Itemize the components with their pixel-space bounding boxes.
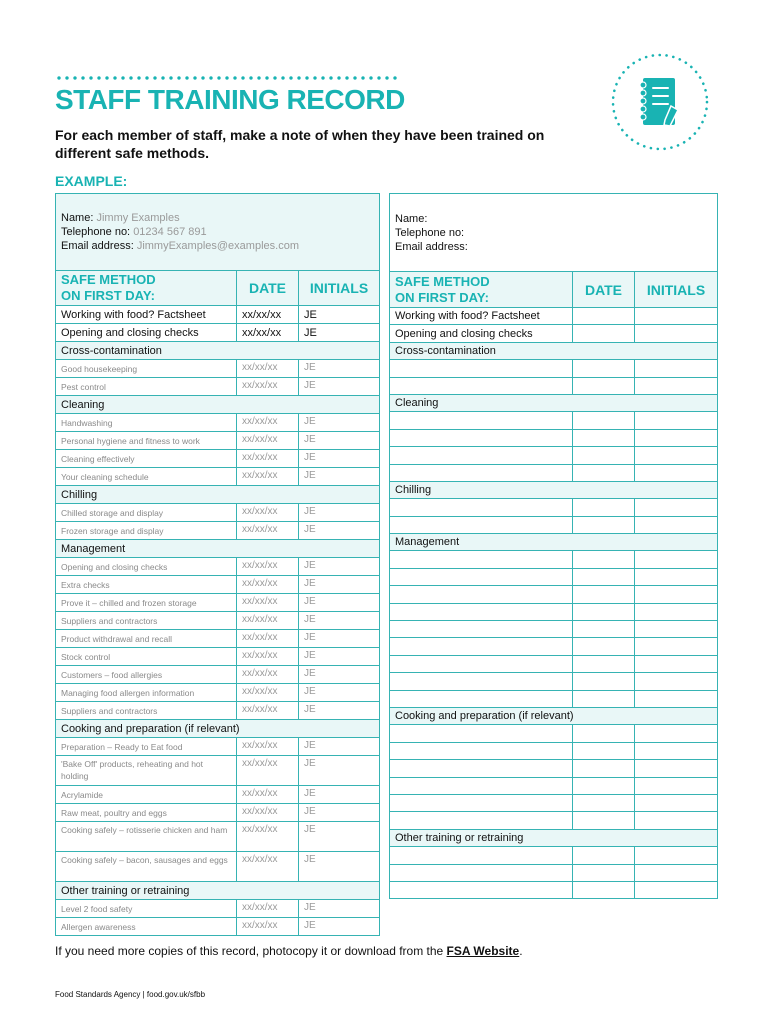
section-title: Chilling <box>390 481 718 498</box>
blank-row <box>390 516 718 533</box>
footer-note: If you need more copies of this record, photocopy it or download from the FSA Website. <box>55 944 523 958</box>
section-heading <box>56 396 380 414</box>
method-input-cell[interactable] <box>390 794 573 811</box>
method-input-cell[interactable] <box>390 516 573 533</box>
method-cell: Acrylamide <box>56 786 237 804</box>
date-input-cell[interactable] <box>573 725 635 742</box>
section-title: Chilling <box>56 486 380 504</box>
date-input-cell[interactable] <box>573 881 635 898</box>
blank-row <box>390 621 718 638</box>
blank-row <box>390 447 718 464</box>
table-row <box>390 325 718 342</box>
table-row <box>56 504 380 522</box>
date-input-cell[interactable] <box>573 760 635 777</box>
method-input-cell[interactable] <box>390 742 573 759</box>
section-heading <box>390 707 718 724</box>
initials-cell: JE <box>299 666 380 684</box>
method-cell: Preparation – Ready to Eat food <box>56 738 237 756</box>
method-input-cell[interactable] <box>390 464 573 481</box>
table-row <box>56 648 380 666</box>
initials-input-cell[interactable] <box>635 655 718 672</box>
method-input-cell[interactable] <box>390 777 573 794</box>
page-subtitle: For each member of staff, make a note of when they have been trained on different safe methods. <box>55 127 545 161</box>
initials-input-cell[interactable] <box>635 777 718 794</box>
method-cell: Opening and closing checks <box>56 324 237 342</box>
section-heading <box>390 481 718 498</box>
date-cell: xx/xx/xx <box>237 576 299 594</box>
table-row <box>56 756 380 786</box>
initials-input-cell[interactable] <box>635 568 718 585</box>
initials-cell: JE <box>299 432 380 450</box>
date-cell: xx/xx/xx <box>237 558 299 576</box>
method-input-cell[interactable] <box>390 638 573 655</box>
table-row <box>56 786 380 804</box>
initials-input-cell[interactable] <box>635 881 718 898</box>
method-input-cell[interactable] <box>390 760 573 777</box>
initials-cell: JE <box>299 468 380 486</box>
method-input-cell[interactable] <box>390 499 573 516</box>
table-row <box>56 414 380 432</box>
method-cell: Extra checks <box>56 576 237 594</box>
section-title: Cooking and preparation (if relevant) <box>56 720 380 738</box>
date-cell: xx/xx/xx <box>237 360 299 378</box>
table-row <box>56 804 380 822</box>
date-input-cell[interactable] <box>573 742 635 759</box>
method-input-cell[interactable] <box>390 429 573 446</box>
table-row <box>56 324 380 342</box>
initials-input-cell[interactable] <box>635 516 718 533</box>
method-cell: Personal hygiene and fitness to work <box>56 432 237 450</box>
blank-row <box>390 551 718 568</box>
table-row <box>56 360 380 378</box>
initials-input-cell[interactable] <box>635 812 718 829</box>
initials-input-cell[interactable] <box>635 690 718 707</box>
blank-row <box>390 499 718 516</box>
blank-row <box>390 777 718 794</box>
section-heading <box>56 342 380 360</box>
initials-input-cell[interactable] <box>635 673 718 690</box>
date-input-cell[interactable] <box>573 308 635 325</box>
method-cell: Opening and closing checks <box>56 558 237 576</box>
method-cell: Frozen storage and display <box>56 522 237 540</box>
date-input-cell[interactable] <box>573 464 635 481</box>
initials-cell: JE <box>299 918 380 936</box>
method-cell: Allergen awareness <box>56 918 237 936</box>
method-input-cell[interactable] <box>390 447 573 464</box>
blank-row <box>390 638 718 655</box>
date-cell: xx/xx/xx <box>237 666 299 684</box>
method-cell: Cooking safely – bacon, sausages and eggs <box>56 852 237 882</box>
date-cell: xx/xx/xx <box>237 378 299 396</box>
method-cell: Good housekeeping <box>56 360 237 378</box>
table-row <box>390 308 718 325</box>
table-row <box>56 702 380 720</box>
date-cell: xx/xx/xx <box>237 306 299 324</box>
initials-input-cell[interactable] <box>635 725 718 742</box>
initials-cell: JE <box>299 612 380 630</box>
initials-cell: JE <box>299 786 380 804</box>
table-row <box>56 900 380 918</box>
table-row <box>56 522 380 540</box>
fsa-website-link[interactable]: FSA Website <box>446 944 520 958</box>
table-row <box>56 468 380 486</box>
method-input-cell[interactable] <box>390 551 573 568</box>
staff-telephone: 01234 567 891 <box>133 226 207 238</box>
table-row <box>56 594 380 612</box>
initials-input-cell[interactable] <box>635 447 718 464</box>
date-input-cell[interactable] <box>573 377 635 394</box>
method-input-cell[interactable] <box>390 690 573 707</box>
initials-cell: JE <box>299 324 380 342</box>
initials-input-cell[interactable] <box>635 864 718 881</box>
method-input-cell[interactable] <box>390 725 573 742</box>
blank-row <box>390 655 718 672</box>
date-input-cell[interactable] <box>573 812 635 829</box>
initials-input-cell[interactable] <box>635 412 718 429</box>
initials-input-cell[interactable] <box>635 499 718 516</box>
section-heading <box>390 829 718 846</box>
date-input-cell[interactable] <box>573 325 635 342</box>
blank-row <box>390 464 718 481</box>
blank-row <box>390 760 718 777</box>
date-input-cell[interactable] <box>573 603 635 620</box>
initials-input-cell[interactable] <box>635 742 718 759</box>
column-header-date: DATE <box>573 272 635 308</box>
date-cell: xx/xx/xx <box>237 432 299 450</box>
initials-cell: JE <box>299 702 380 720</box>
date-input-cell[interactable] <box>573 412 635 429</box>
blank-row <box>390 568 718 585</box>
section-heading <box>390 342 718 359</box>
method-cell: Suppliers and contractors <box>56 702 237 720</box>
date-cell: xx/xx/xx <box>237 648 299 666</box>
column-header-initials: INITIALS <box>299 271 380 306</box>
date-cell: xx/xx/xx <box>237 852 299 882</box>
date-input-cell[interactable] <box>573 568 635 585</box>
staff-email: JimmyExamples@examples.com <box>136 240 299 252</box>
initials-cell: JE <box>299 576 380 594</box>
date-input-cell[interactable] <box>573 429 635 446</box>
initials-cell: JE <box>299 630 380 648</box>
blank-row <box>390 603 718 620</box>
date-input-cell[interactable] <box>573 586 635 603</box>
page-title: STAFF TRAINING RECORD <box>55 84 405 115</box>
column-header-method: SAFE METHOD ON FIRST DAY: <box>56 271 237 306</box>
date-input-cell[interactable] <box>573 499 635 516</box>
method-cell: Cleaning effectively <box>56 450 237 468</box>
table-row <box>56 684 380 702</box>
section-heading <box>390 534 718 551</box>
initials-input-cell[interactable] <box>635 360 718 377</box>
initials-input-cell[interactable] <box>635 794 718 811</box>
method-input-cell[interactable] <box>390 621 573 638</box>
date-cell: xx/xx/xx <box>237 450 299 468</box>
initials-input-cell[interactable] <box>635 638 718 655</box>
method-input-cell[interactable] <box>390 603 573 620</box>
section-title: Other training or retraining <box>56 882 380 900</box>
blank-row <box>390 690 718 707</box>
date-input-cell[interactable] <box>573 621 635 638</box>
method-cell: Chilled storage and display <box>56 504 237 522</box>
date-cell: xx/xx/xx <box>237 756 299 786</box>
date-cell: xx/xx/xx <box>237 702 299 720</box>
section-heading <box>390 394 718 411</box>
date-input-cell[interactable] <box>573 673 635 690</box>
method-cell: Cooking safely – rotisserie chicken and ham <box>56 822 237 852</box>
date-input-cell[interactable] <box>573 655 635 672</box>
initials-cell: JE <box>299 852 380 882</box>
date-cell: xx/xx/xx <box>237 522 299 540</box>
method-input-cell[interactable] <box>390 412 573 429</box>
column-header-date: DATE <box>237 271 299 306</box>
initials-input-cell[interactable] <box>635 464 718 481</box>
table-row <box>56 666 380 684</box>
initials-cell: JE <box>299 648 380 666</box>
initials-cell: JE <box>299 450 380 468</box>
section-heading <box>56 720 380 738</box>
initials-cell: JE <box>299 378 380 396</box>
initials-input-cell[interactable] <box>635 621 718 638</box>
method-input-cell[interactable] <box>390 812 573 829</box>
date-input-cell[interactable] <box>573 360 635 377</box>
initials-cell: JE <box>299 414 380 432</box>
section-title: Management <box>56 540 380 558</box>
method-input-cell[interactable] <box>390 881 573 898</box>
initials-cell: JE <box>299 504 380 522</box>
initials-cell: JE <box>299 756 380 786</box>
table-row <box>56 576 380 594</box>
method-input-cell[interactable] <box>390 586 573 603</box>
method-cell: Suppliers and contractors <box>56 612 237 630</box>
method-input-cell[interactable] <box>390 673 573 690</box>
blank-row <box>390 673 718 690</box>
table-row <box>56 852 380 882</box>
method-cell: Prove it – chilled and frozen storage <box>56 594 237 612</box>
initials-cell: JE <box>299 822 380 852</box>
column-header-row <box>390 272 718 308</box>
method-input-cell[interactable] <box>390 377 573 394</box>
section-heading <box>56 486 380 504</box>
blank-row <box>390 429 718 446</box>
blank-record-table <box>389 193 718 899</box>
initials-cell: JE <box>299 594 380 612</box>
section-heading <box>56 882 380 900</box>
table-row <box>56 612 380 630</box>
initials-cell: JE <box>299 360 380 378</box>
date-cell: xx/xx/xx <box>237 900 299 918</box>
date-cell: xx/xx/xx <box>237 822 299 852</box>
table-row <box>56 918 380 936</box>
method-input-cell[interactable] <box>390 864 573 881</box>
date-input-cell[interactable] <box>573 638 635 655</box>
initials-input-cell[interactable] <box>635 308 718 325</box>
column-header-initials: INITIALS <box>635 272 718 308</box>
method-cell: Level 2 food safety <box>56 900 237 918</box>
method-cell: Product withdrawal and recall <box>56 630 237 648</box>
date-input-cell[interactable] <box>573 551 635 568</box>
initials-cell: JE <box>299 738 380 756</box>
table-row <box>56 378 380 396</box>
table-row <box>56 738 380 756</box>
date-input-cell[interactable] <box>573 847 635 864</box>
date-cell: xx/xx/xx <box>237 612 299 630</box>
blank-row <box>390 586 718 603</box>
initials-input-cell[interactable] <box>635 377 718 394</box>
date-cell: xx/xx/xx <box>237 504 299 522</box>
date-cell: xx/xx/xx <box>237 786 299 804</box>
staff-details: Name: Jimmy Examples Telephone no: 01234 567 891 Email address: JimmyExamples@examples.com <box>56 194 380 271</box>
section-title: Cross-contamination <box>56 342 380 360</box>
table-row <box>56 432 380 450</box>
section-title: Management <box>390 534 718 551</box>
method-input-cell[interactable] <box>390 655 573 672</box>
blank-row <box>390 412 718 429</box>
date-cell: xx/xx/xx <box>237 738 299 756</box>
fsa-credit: Food Standards Agency | food.gov.uk/sfbb <box>55 990 206 999</box>
blank-row <box>390 360 718 377</box>
date-cell: xx/xx/xx <box>237 684 299 702</box>
method-input-cell[interactable] <box>390 360 573 377</box>
method-cell: Customers – food allergies <box>56 666 237 684</box>
section-title: Cleaning <box>390 394 718 411</box>
column-header-method: SAFE METHOD ON FIRST DAY: <box>390 272 573 308</box>
date-input-cell[interactable] <box>573 516 635 533</box>
section-title: Other training or retraining <box>390 829 718 846</box>
table-row <box>56 306 380 324</box>
blank-row <box>390 881 718 898</box>
blank-row <box>390 794 718 811</box>
initials-input-cell[interactable] <box>635 603 718 620</box>
example-label: EXAMPLE: <box>55 173 128 189</box>
blank-row <box>390 377 718 394</box>
notebook-pencil-icon <box>610 52 710 152</box>
section-title: Cooking and preparation (if relevant) <box>390 707 718 724</box>
method-input-cell[interactable] <box>390 568 573 585</box>
method-cell: Pest control <box>56 378 237 396</box>
method-cell: Stock control <box>56 648 237 666</box>
initials-cell: JE <box>299 900 380 918</box>
initials-cell: JE <box>299 522 380 540</box>
date-input-cell[interactable] <box>573 794 635 811</box>
section-title: Cleaning <box>56 396 380 414</box>
blank-row <box>390 742 718 759</box>
table-row <box>56 630 380 648</box>
example-record-table <box>55 193 380 936</box>
blank-row <box>390 847 718 864</box>
method-cell: Handwashing <box>56 414 237 432</box>
method-cell: Your cleaning schedule <box>56 468 237 486</box>
initials-cell: JE <box>299 684 380 702</box>
method-cell: 'Bake Off' products, reheating and hot holding <box>56 756 237 786</box>
date-input-cell[interactable] <box>573 690 635 707</box>
method-cell: Managing food allergen information <box>56 684 237 702</box>
initials-cell: JE <box>299 306 380 324</box>
table-row <box>56 450 380 468</box>
method-cell: Opening and closing checks <box>390 325 573 342</box>
initials-input-cell[interactable] <box>635 429 718 446</box>
blank-row <box>390 864 718 881</box>
initials-input-cell[interactable] <box>635 325 718 342</box>
method-input-cell[interactable] <box>390 847 573 864</box>
date-cell: xx/xx/xx <box>237 414 299 432</box>
date-input-cell[interactable] <box>573 777 635 794</box>
method-cell: Working with food? Factsheet <box>390 308 573 325</box>
blank-row <box>390 812 718 829</box>
date-input-cell[interactable] <box>573 864 635 881</box>
initials-input-cell[interactable] <box>635 760 718 777</box>
method-cell: Raw meat, poultry and eggs <box>56 804 237 822</box>
column-header-row <box>56 271 380 306</box>
date-cell: xx/xx/xx <box>237 804 299 822</box>
initials-input-cell[interactable] <box>635 586 718 603</box>
staff-name: Jimmy Examples <box>96 212 180 224</box>
method-cell: Working with food? Factsheet <box>56 306 237 324</box>
date-cell: xx/xx/xx <box>237 324 299 342</box>
date-cell: xx/xx/xx <box>237 594 299 612</box>
initials-cell: JE <box>299 804 380 822</box>
staff-details-blank[interactable]: Name: Telephone no: Email address: <box>390 194 718 272</box>
initials-cell: JE <box>299 558 380 576</box>
date-cell: xx/xx/xx <box>237 468 299 486</box>
section-title: Cross-contamination <box>390 342 718 359</box>
date-cell: xx/xx/xx <box>237 918 299 936</box>
section-heading <box>56 540 380 558</box>
table-row <box>56 822 380 852</box>
initials-input-cell[interactable] <box>635 551 718 568</box>
date-input-cell[interactable] <box>573 447 635 464</box>
title-dot-rule <box>55 76 398 80</box>
blank-row <box>390 725 718 742</box>
initials-input-cell[interactable] <box>635 847 718 864</box>
date-cell: xx/xx/xx <box>237 630 299 648</box>
table-row <box>56 558 380 576</box>
